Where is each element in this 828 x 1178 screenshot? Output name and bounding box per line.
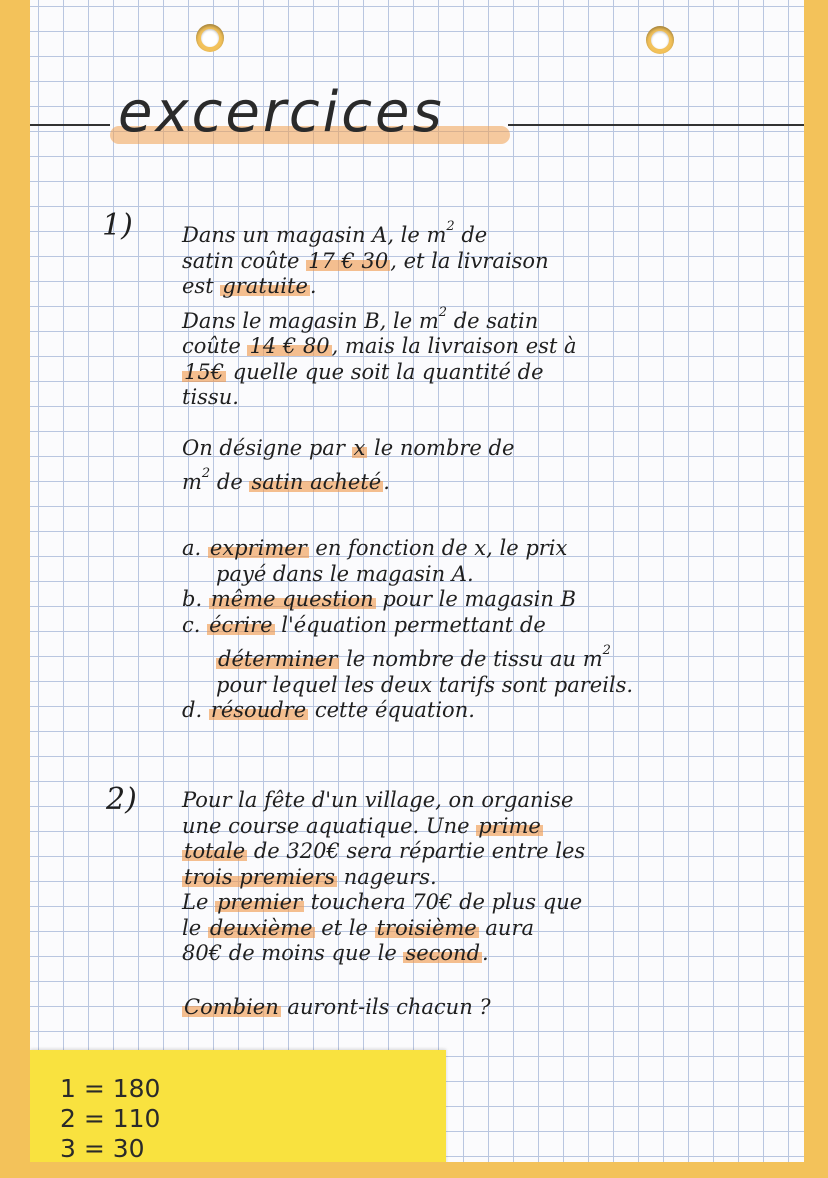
ex2-line-7: 80€ de moins que le second. — [182, 941, 489, 965]
title-rule-left — [30, 124, 110, 126]
ex2-line-2: une course aquatique. Une prime — [182, 813, 541, 838]
ex2-question: Combien auront-ils chacun ? — [184, 994, 491, 1019]
question-a-cont: payé dans le magasin A. — [216, 561, 474, 586]
question-b: b. même question pour le magasin B — [182, 587, 577, 611]
question-a: a. exprimer en fonction de x, le prix — [182, 536, 568, 560]
answer-2: 2 = 110 — [60, 1104, 161, 1133]
ex1-line-4: Dans le magasin B, le $m^2$ de satin — [182, 304, 539, 333]
ex1-line-1: Dans un magasin A, le $m^2$ de — [182, 219, 488, 247]
ex1-line-7: tissu. — [182, 385, 239, 409]
price-b-highlight: 14 € 80 — [249, 334, 330, 358]
exercise-2 — [182, 788, 585, 1020]
question-d: d. résoudre cette équation. — [182, 698, 475, 722]
ex2-line-3: totale de 320€ sera répartie entre les — [184, 839, 586, 863]
exercise-1 — [182, 214, 577, 496]
answer-1: 1 = 180 — [60, 1074, 161, 1103]
sticky-note — [30, 1050, 446, 1162]
ex2-line-6: le deuxième et le troisième aura — [182, 915, 534, 940]
question-c: c. écrire l'équation permettant de — [182, 612, 546, 637]
ex1-line-3: est gratuite. — [182, 274, 317, 298]
question-c-cont: déterminer le nombre de tissu au $m^2$ — [218, 643, 611, 671]
ex1-line-6: 15€ quelle que soit la quantité de — [184, 359, 544, 384]
price-a-highlight: 17 € 30 — [308, 248, 389, 273]
title-area — [30, 80, 804, 168]
notebook-page — [30, 0, 804, 1162]
ex2-line-4: trois premiers nageurs. — [184, 864, 437, 889]
exercise-2-number: 2) — [106, 782, 137, 817]
exercise-1-questions — [182, 536, 633, 724]
binder-hole-left — [196, 24, 224, 52]
answer-3: 3 = 30 — [60, 1134, 145, 1162]
ex2-line-1: Pour la fête d'un village, on organise — [182, 788, 574, 812]
page-title: excercices — [118, 80, 445, 145]
binder-hole-right — [646, 26, 674, 54]
ex1-line-8: On désigne par x le nombre de — [182, 435, 515, 460]
ex2-line-5: Le premier touchera 70€ de plus que — [182, 890, 583, 914]
ex1-line-2: satin coûte 17 € 30, et la livraison — [182, 248, 549, 273]
ex1-line-5: coûte 14 € 80, mais la livraison est à — [182, 334, 577, 358]
ex1-line-9: $m^2$ de satin acheté. — [182, 466, 390, 494]
exercise-1-number: 1) — [102, 208, 133, 243]
question-c-cont-2: pour lequel les deux tarifs sont pareils. — [216, 672, 634, 697]
title-rule-right — [508, 124, 804, 126]
